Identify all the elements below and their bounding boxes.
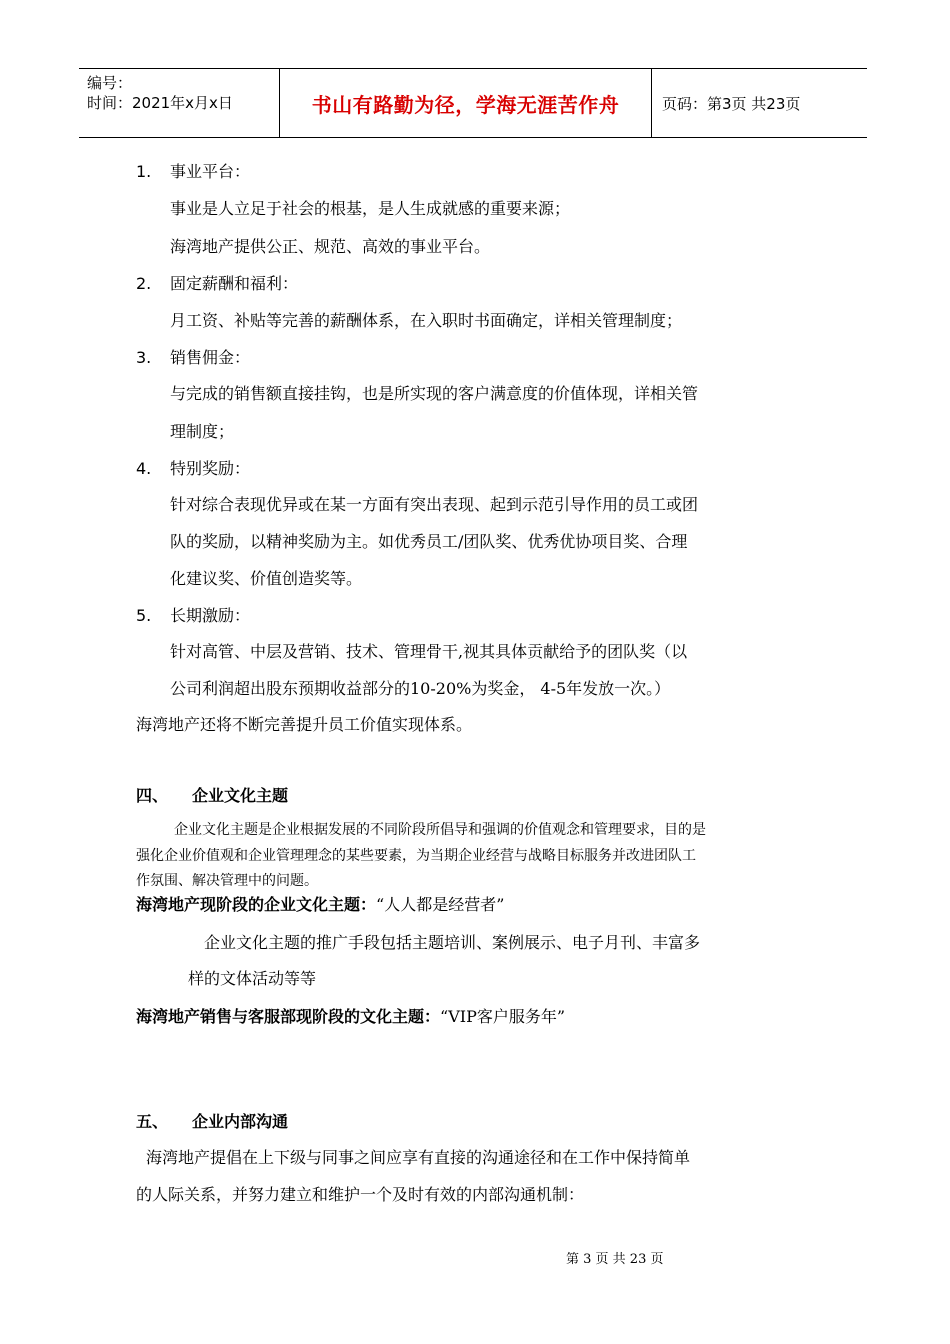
theme-1 xyxy=(136,897,504,913)
list-text: 与完成的销售额直接挂钩，也是所实现的客户满意度的价值体现，详相关管 xyxy=(170,384,699,403)
theme-1-label: 海湾地产现阶段的企业文化主题： xyxy=(136,895,377,914)
header-page-cell xyxy=(652,69,867,137)
section-5-title: 企业内部沟通 xyxy=(192,1112,289,1131)
section-4-para: 强化企业价值观和企业管理理念的某些要素，为当期企业经营与战略目标服务并改进团队工 xyxy=(136,848,696,864)
motto: 书山有路勤为径，学海无涯苦作舟 xyxy=(311,92,620,117)
list-text: 理制度； xyxy=(170,422,235,441)
header-motto-cell xyxy=(280,69,652,137)
closing-text: 海湾地产还将不断完善提升员工价值实现体系。 xyxy=(136,715,473,734)
document-header xyxy=(79,68,867,138)
list-text: 海湾地产提供公正、规范、高效的事业平台。 xyxy=(170,237,491,256)
list-title: 长期激励： xyxy=(170,606,251,625)
code-label: 编号： xyxy=(87,74,133,92)
list-title: 事业平台： xyxy=(170,162,251,181)
theme-1-value: “人人都是经营者” xyxy=(376,895,505,914)
list-title: 固定薪酬和福利： xyxy=(170,274,299,293)
theme-2-value: “VIP客户服务年” xyxy=(440,1007,566,1026)
theme-1-desc: 样的文体活动等等 xyxy=(188,969,317,988)
list-title: 销售佣金： xyxy=(170,348,251,367)
section-4-para: 作氛围、解决管理中的问题。 xyxy=(136,873,318,889)
section-4-para: 企业文化主题是企业根据发展的不同阶段所倡导和强调的价值观念和管理要求，目的是 xyxy=(174,822,706,838)
theme-2 xyxy=(136,1009,565,1025)
list-text: 事业是人立足于社会的根基，是人生成就感的重要来源； xyxy=(170,199,571,218)
page-label: 页码：第3页 共23页 xyxy=(662,94,801,113)
date-label: 时间：2021年x月x日 xyxy=(87,94,233,112)
list-text: 化建议奖、价值创造奖等。 xyxy=(170,569,363,588)
theme-2-label: 海湾地产销售与客服部现阶段的文化主题： xyxy=(136,1007,441,1026)
header-meta-cell xyxy=(79,69,280,137)
list-text: 队的奖励，以精神奖励为主。如优秀员工/团队奖、优秀优协项目奖、合理 xyxy=(170,532,688,551)
section-5-para: 海湾地产提倡在上下级与同事之间应享有直接的沟通途径和在工作中保持简单 xyxy=(146,1148,691,1167)
list-number: 3. xyxy=(136,348,152,367)
section-5-para: 的人际关系，并努力建立和维护一个及时有效的内部沟通机制： xyxy=(136,1185,585,1204)
section-5-number: 五、 xyxy=(136,1112,169,1131)
list-number: 1. xyxy=(136,162,152,181)
list-title: 特别奖励： xyxy=(170,459,251,478)
list-text: 月工资、补贴等完善的薪酬体系，在入职时书面确定，详相关管理制度； xyxy=(170,311,683,330)
list-text: 针对综合表现优异或在某一方面有突出表现、起到示范引导作用的员工或团 xyxy=(170,495,699,514)
page-footer: 第 3 页 共 23 页 xyxy=(566,1252,664,1267)
theme-1-desc: 企业文化主题的推广手段包括主题培训、案例展示、电子月刊、丰富多 xyxy=(204,933,701,952)
list-number: 5. xyxy=(136,606,152,625)
section-4-number: 四、 xyxy=(136,786,169,805)
list-text: 公司利润超出股东预期收益部分的10-20%为奖金， 4-5年发放一次。） xyxy=(170,679,671,698)
list-number: 2. xyxy=(136,274,152,293)
list-text: 针对高管、中层及营销、技术、管理骨干,视其具体贡献给予的团队奖（以 xyxy=(170,642,688,661)
section-4-title: 企业文化主题 xyxy=(192,786,289,805)
list-number: 4. xyxy=(136,459,152,478)
